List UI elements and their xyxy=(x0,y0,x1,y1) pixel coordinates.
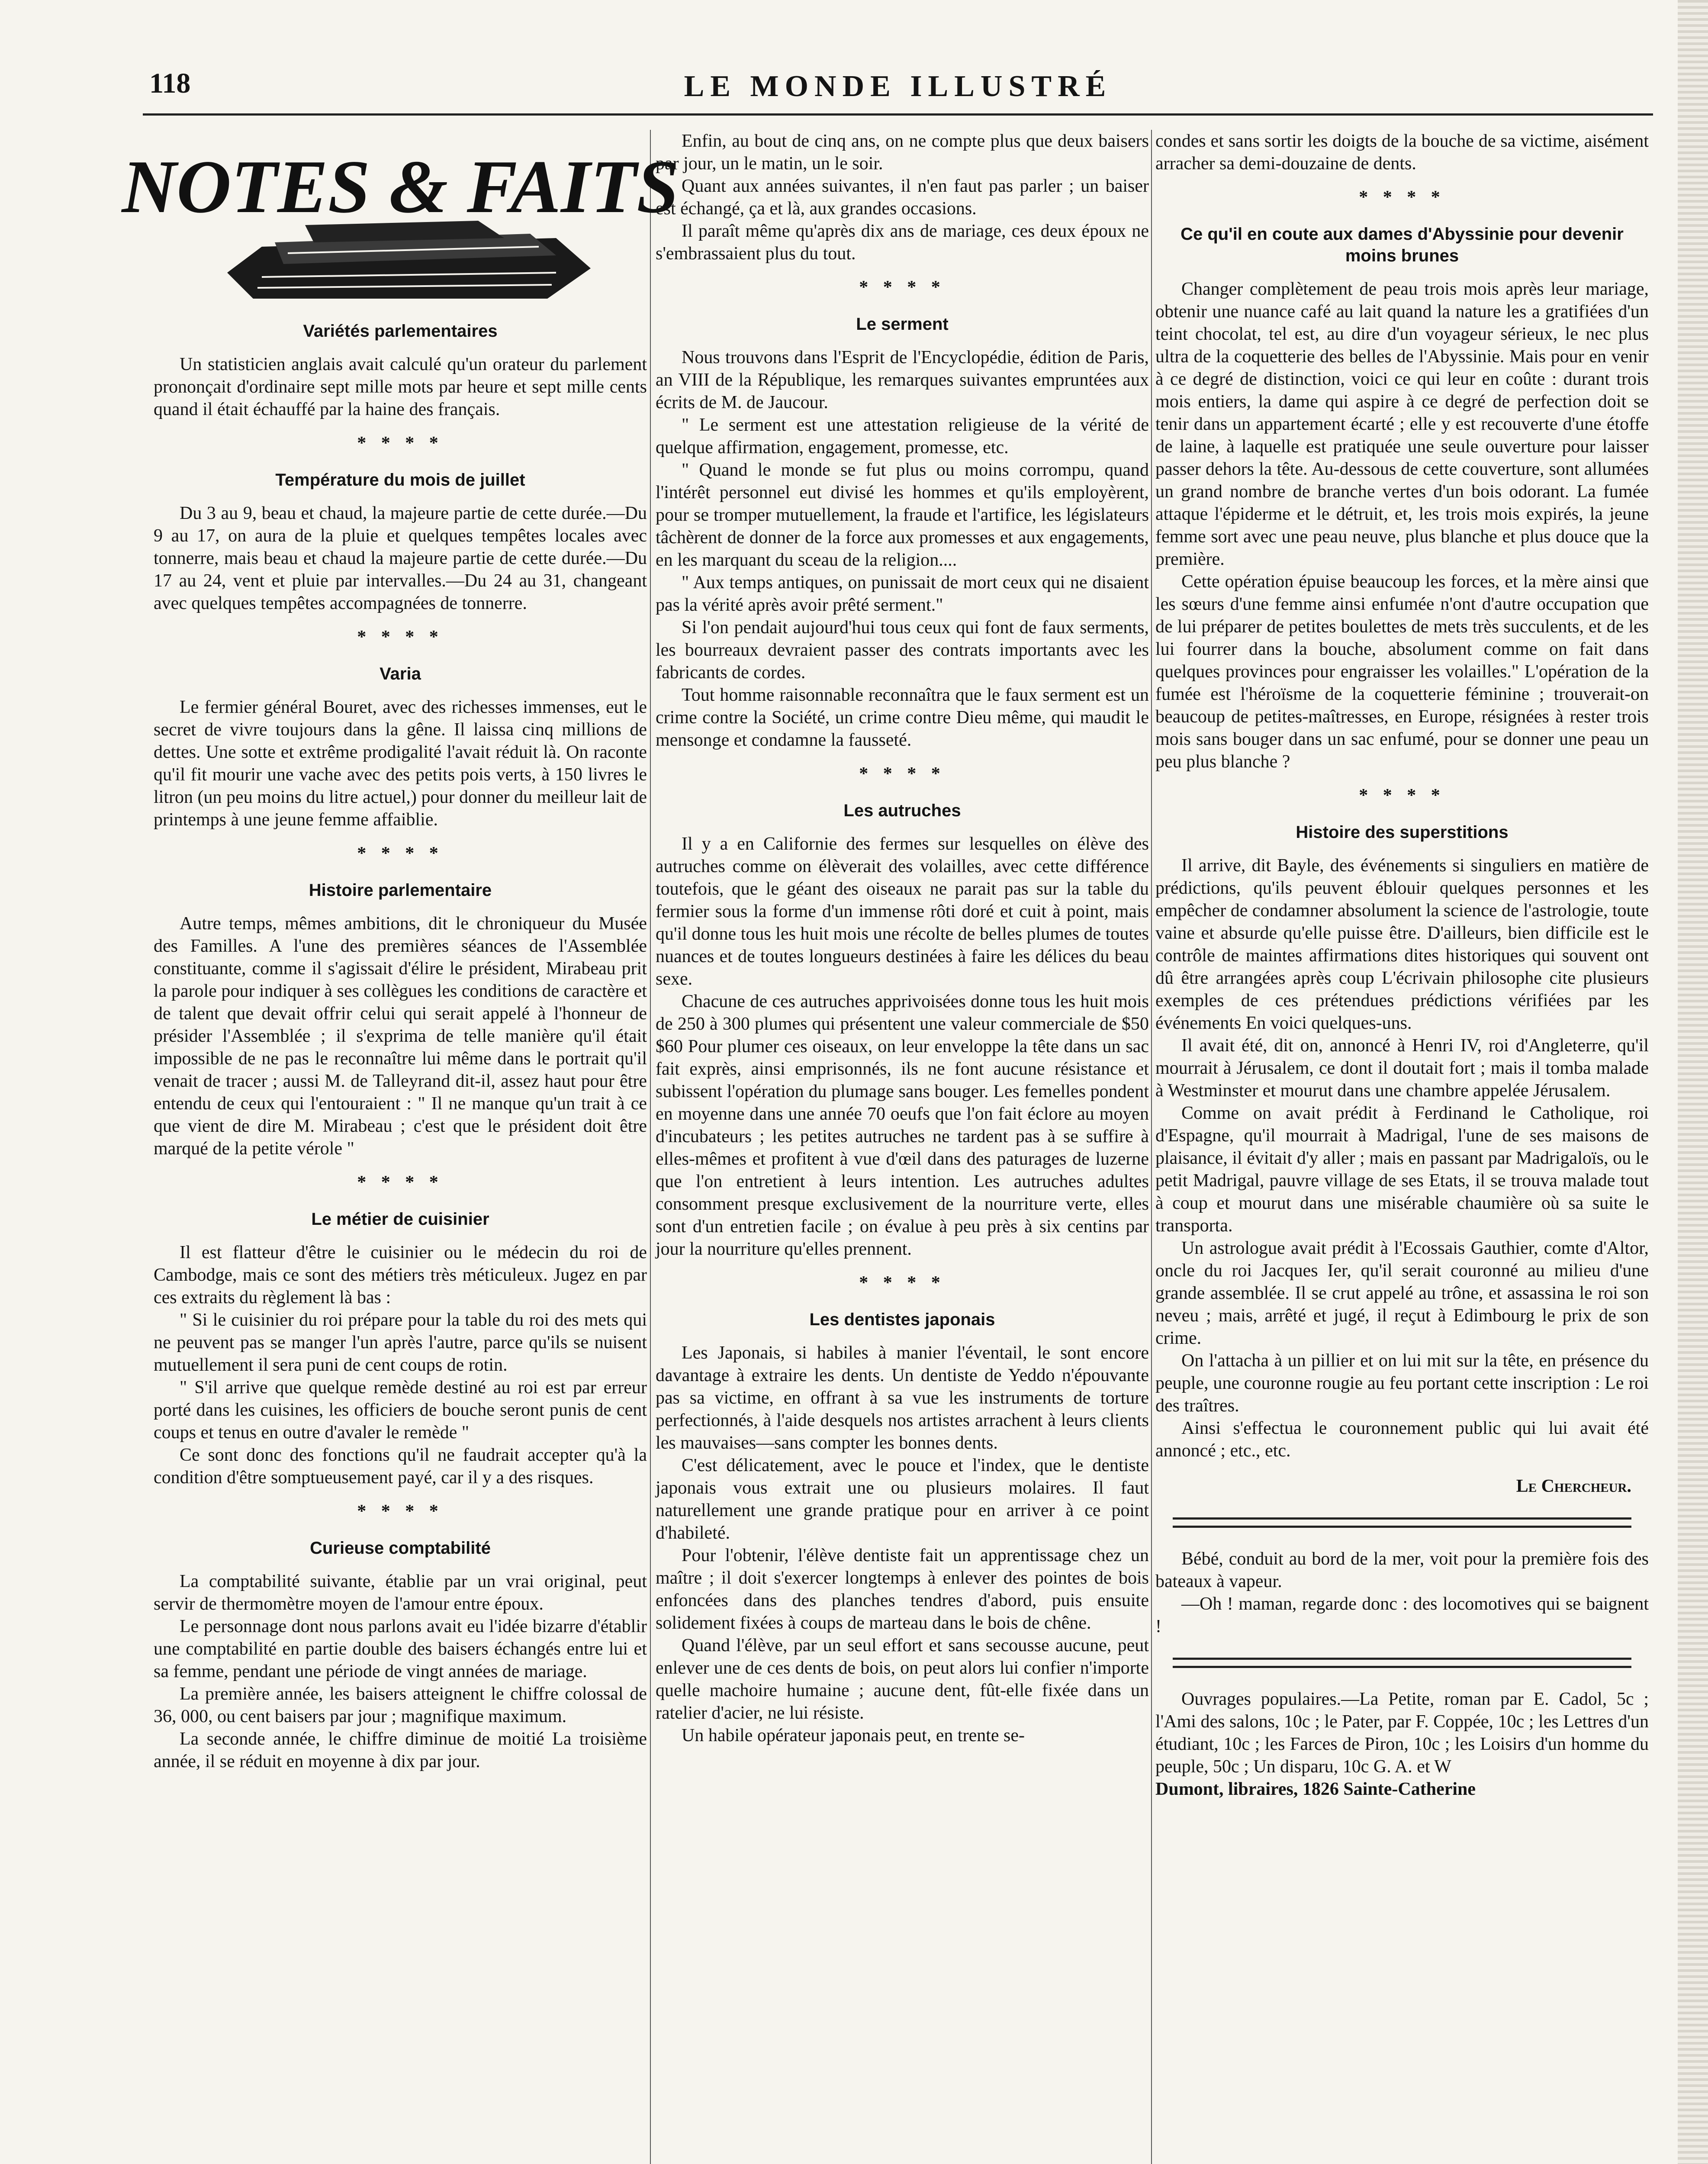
column-divider-2 xyxy=(1151,130,1152,2164)
paragraph: Il paraît même qu'après dix ans de mariage, ces deux époux ne s'embrassaient plus du tout. xyxy=(656,221,1149,264)
paragraph: —Oh ! maman, regarde donc : des locomotives qui se baignent ! xyxy=(1155,1594,1649,1636)
paragraph: La comptabilité suivante, établie par un vrai original, peut servir de thermomètre moyen de l'amour entre époux. xyxy=(154,1571,647,1614)
paragraph: Si l'on pendait aujourd'hui tous ceux qui font de faux serments, les bourreaux devraient passer des contrats importants avec les fabricants de cordes. xyxy=(656,618,1149,683)
column-3 xyxy=(1155,130,1649,2164)
paragraph: Il avait été, dit on, annoncé à Henri IV, roi d'Angleterre, qu'il mourrait à Jérusalem, ce dont il doutait fort ; mais il tomba malade à Westminster et mourut dans une chambre appelée Jérusalem. xyxy=(1155,1036,1649,1101)
heading-temperature: Température du mois de juillet xyxy=(275,470,525,489)
heading-le-serment: Le serment xyxy=(856,315,949,334)
paragraph: Bébé, conduit au bord de la mer, voit pour la première fois des bateaux à vapeur. xyxy=(1155,1549,1649,1591)
paragraph: condes et sans sortir les doigts de la bouche de sa victime, aisément arracher sa demi-douzaine de dents. xyxy=(1155,131,1649,174)
double-rule xyxy=(1173,1517,1631,1528)
section-separator: * * * * xyxy=(1359,187,1445,207)
paragraph: " Si le cuisinier du roi prépare pour la table du roi des mets qui ne peuvent pas se manger l'un après l'autre, parce qu'ils se nuisent mutuellement il sera puni de cent coups de rotin. xyxy=(154,1310,647,1375)
heading-les-autruches: Les autruches xyxy=(843,801,961,820)
paragraph: Il est flatteur d'être le cuisinier ou le médecin du roi de Cambodge, mais ce sont des métiers très méticuleux. Jugez en par ces extraits du règlement là bas : xyxy=(154,1243,647,1307)
heading-curieuse-comptabilite: Curieuse comptabilité xyxy=(310,1539,491,1558)
heading-superstitions: Histoire des superstitions xyxy=(1296,823,1509,842)
page-edge-shadow xyxy=(1678,0,1708,2164)
heading-dentistes-japonais: Les dentistes japonais xyxy=(809,1310,995,1329)
masthead-title: LE MONDE ILLUSTRÉ xyxy=(684,70,1112,103)
heading-metier-cuisinier: Le métier de cuisinier xyxy=(311,1210,489,1229)
section-separator: * * * * xyxy=(859,277,946,297)
paragraph: Ainsi s'effectua le couronnement public qui lui avait été annoncé ; etc., etc. xyxy=(1155,1418,1649,1461)
paragraph: Tout homme raisonnable reconnaîtra que le faux serment est un crime contre la Société, un crime contre Dieu même, qui maudit le mensonge et condamne la fausseté. xyxy=(656,685,1149,750)
section-separator: * * * * xyxy=(357,433,444,453)
section-separator: * * * * xyxy=(357,1172,444,1192)
double-rule xyxy=(1173,1658,1631,1668)
paragraph: Ce sont donc des fonctions qu'il ne faudrait accepter qu'à la condition d'être somptueusement payé, car il y a des risques. xyxy=(154,1445,647,1488)
header-rule xyxy=(143,113,1653,116)
logo-lettering: NOTES & FAITS xyxy=(122,145,679,229)
section-separator: * * * * xyxy=(1359,786,1445,805)
paragraph: Chacune de ces autruches apprivoisées donne tous les huit mois de 250 à 300 plumes qui présentent une valeur commerciale de $50 $60 Pour plumer ces oiseaux, on leur enveloppe la tête dans un sac fait exprès, ainsi emprisonnés, ils ne font aucune résistance et subissent l'opération du plumage sans bouger. Les femelles pondent en moyenne dans une année 70 oeufs que l'on fait éclore au moyen d'incubateurs ; les petites autruches ne tardent pas à se suffire à elles-mêmes et profitent à vue d'œil dans des paturages de luzerne que l'on entretient à leurs intention. Les autruches adultes consomment presque exclusivement de la nourriture verte, elles sont d'un entretien facile ; on évalue à peu près à six centins par jour la nourriture qu'elles prennent. xyxy=(656,992,1149,1259)
heading-dames-abyssinie: Ce qu'il en coute aux dames d'Abyssinie pour devenir moins brunes xyxy=(1180,225,1624,265)
heading-varietes: Variétés parlementaires xyxy=(303,322,498,341)
paragraph: Les Japonais, si habiles à manier l'éventail, le sont encore davantage à extraire les dents. Un dentiste de Yeddo n'épouvante pas sa victime, en offrant à sa vue les instruments de torture perfectionnés, à l'aide desquels nos artistes arrachent à leurs clients les mauvaises—sans compter les bonnes dents. xyxy=(656,1343,1149,1453)
paragraph: Autre temps, mêmes ambitions, dit le chroniqueur du Musée des Familles. A l'une des premières séances de l'Assemblée constituante, comme il s'agissait d'élire le président, Mirabeau prit la parole pour indiquer à ses collègues les conditions de caractère et de talent que devait offrir celui qui serait appelé à l'honneur de présider l'Assemblée ; il s'exprima de telle manière qu'il était impossible de ne pas le reconnaître lui même dans le portrait qu'il venait de tracer ; aussi M. de Talleyrand dit-il, assez haut pour être entendu de ceux qui l'entouraient : " Il ne manque qu'un trait à ce que vient de dire M. Mirabeau ; c'est que le président doit être marqué de la petite vérole " xyxy=(154,914,647,1159)
paragraph: Pour l'obtenir, l'élève dentiste fait un apprentissage chez un maître ; il doit s'exercer longtemps à enlever des pointes de bois enfoncées dans des planches tendres d'abord, puis ensuite solidement fixées à coups de marteau dans le bois de chêne. xyxy=(656,1546,1149,1633)
paragraph: " S'il arrive que quelque remède destiné au roi est par erreur porté dans les cuisines, les officiers de bouche seront punis de cent coups et tenus en outre d'avaler le remède " xyxy=(154,1378,647,1443)
section-separator: * * * * xyxy=(357,844,444,863)
paragraph: La seconde année, le chiffre diminue de moitié La troisième année, il se réduit en moyenne à dix par jour. xyxy=(154,1729,647,1771)
paragraph: Enfin, au bout de cinq ans, on ne compte plus que deux baisers par jour, un le matin, un le soir. xyxy=(656,131,1149,174)
paragraph: Le fermier général Bouret, avec des richesses immenses, eut le secret de vivre toujours dans la gêne. Il laissa cinq millions de dettes. Une sotte et extrême prodigalité l'avait réduit là. On raconte qu'il fit mourir une vache avec des petits pois verts, à 150 livres le litron (un peu moins du litre actuel,) pour donner du meilleur lait de printemps à une jeune femme affaiblie. xyxy=(154,697,647,830)
section-separator: * * * * xyxy=(357,627,444,647)
section-separator: * * * * xyxy=(859,1273,946,1293)
paragraph: Comme on avait prédit à Ferdinand le Catholique, roi d'Espagne, qu'il mourrait à Madrigal, l'une de ses maisons de plaisance, il évitait d'y aller ; mais en passant par Madrigaloïs, ou le petit Madrigal, pauvre village de ses Etats, il se trouva malade tout à coup et mourut dans une misérable chaumière où sa suite le transporta. xyxy=(1155,1103,1649,1236)
paragraph: Un statisticien anglais avait calculé qu'un orateur du parlement prononçait d'ordinaire sept mille mots par heure et sept mille cents quand il était échauffé par la haine des français. xyxy=(154,354,647,419)
column-2 xyxy=(656,130,1149,2164)
paragraph: Quand l'élève, par un seul effort et sans secousse aucune, peut enlever une de ces dents de bois, on peut alors lui confier n'importe quelle machoire humaine ; aucune dent, fût-elle fixée dans un ratelier d'acier, ne lui résiste. xyxy=(656,1636,1149,1723)
paragraph: Il arrive, dit Bayle, des événements si singuliers en matière de prédictions, qu'ils peuvent éblouir quelques personnes et les empêcher de condamner absolument la science de l'astrologie, toute vaine et absurde qu'elle puisse être. D'ailleurs, bien difficile est le contrôle de maintes affirmations dites historiques qui souvent ont dû être arrangées après coup L'écrivain philosophe cite plusieurs exemples de ces prétendues prédictions vérifiées par les événements En voici quelques-uns. xyxy=(1155,856,1649,1033)
heading-varia: Varia xyxy=(380,664,421,683)
author-signature: Le Chercheur. xyxy=(1516,1476,1631,1496)
paragraph: On l'attacha à un pillier et on lui mit sur la tête, en présence du peuple, une couronne rougie au feu portant cette inscription : Le roi des traîtres. xyxy=(1155,1351,1649,1416)
column-divider-1 xyxy=(650,130,651,2164)
paragraph: " Aux temps antiques, on punissait de mort ceux qui ne disaient pas la vérité après avoir prêté serment." xyxy=(656,573,1149,615)
paragraph: Cette opération épuise beaucoup les forces, et la mère ainsi que les sœurs d'une femme ainsi enfumée n'ont d'autre occupation que de lui préparer de petites boulettes de mets très succulents, et de les lui fourrer dans la bouche, absolument comme on fait dans quelques provinces pour engraisser les volailles." L'opération de la fumée est l'héroïsme de la coquetterie féminine ; trouverait-on beaucoup de petites-maîtresses, en Europe, résignées à rester trois mois sans bouger dans un sac enfumé, pour se donner une peau un peu plus blanche ? xyxy=(1155,572,1649,772)
paragraph: Il y a en Californie des fermes sur lesquelles on élève des autruches comme on élèverait des volailles, avec cette différence toutefois, que le géant des oiseaux ne parait pas sur la table du fermier sous la forme d'un immense rôti doré et cuit à point, mais qu'il donne tous les huit mois une récolte de belles plumes de toutes nuances et de toutes longueurs destinées à faire les délices du beau sexe. xyxy=(656,834,1149,989)
paragraph: Changer complètement de peau trois mois après leur mariage, obtenir une nuance café au lait quand la nature les a gratifiées d'un teint chocolat, tel est, au dire d'un voyageur sérieux, le nec plus ultra de la coquetterie des belles de l'Abyssinie. Mais pour en venir à ce degré de distinction, voici ce qui leur en coûte : durant trois mois entiers, la dame qui aspire à ce degré de perfection doit se tenir dans un appartement écarté ; elle y est recouverte d'une étoffe de laine, à laquelle est pratiquée une seule ouverture pour laisser passer dehors la tête. Au-dessous de cette couverture, sont allumées un grand nombre de branche vertes d'un bois odorant. La fumée attaque l'épiderme et le détruit, et, les trois mois expirés, la jeune femme sort avec une peau neuve, plus blanche et plus douce que la première. xyxy=(1155,279,1649,569)
paragraph: Quant aux années suivantes, il n'en faut pas parler ; un baiser est échangé, ça et là, aux grandes occasions. xyxy=(656,176,1149,219)
section-separator: * * * * xyxy=(357,1501,444,1521)
advertisement-publisher: Dumont, libraires, 1826 Sainte-Catherine xyxy=(1155,1779,1476,1799)
paragraph: Le personnage dont nous parlons avait eu l'idée bizarre d'établir une comptabilité en partie double des baisers échangés entre lui et sa femme, pendant une période de vingt années de mariage. xyxy=(154,1617,647,1681)
heading-histoire-parlementaire: Histoire parlementaire xyxy=(309,881,492,900)
notes-faits-logo xyxy=(122,138,679,303)
paragraph: C'est délicatement, avec le pouce et l'index, que le dentiste japonais vous extrait une ou plusieurs molaires. Il faut naturellement une grande pratique pour en arriver à ce point d'habileté. xyxy=(656,1456,1149,1543)
advertisement: Ouvrages populaires.—La Petite, roman par E. Cadol, 5c ; l'Ami des salons, 10c ; le Pater, par F. Coppée, 10c ; les Lettres d'un étudiant, 10c ; les Farces de Piron, 10c ; les Loisirs d'un homme du peuple, 50c ; Un disparu, 10c G. A. et W xyxy=(1155,1689,1649,1777)
section-separator: * * * * xyxy=(859,764,946,784)
column-1 xyxy=(122,130,679,2164)
paragraph: Un astrologue avait prédit à l'Ecossais Gauthier, comte d'Altor, oncle du roi Jacques Ier, qu'il serait couronné au milieu d'une grande assemblée. Il se crut appelé au trône, et assassina le roi son neveu ; mais, arrêté et jugé, il reçut à Edimbourg le prix de son crime. xyxy=(1155,1238,1649,1348)
paragraph: La première année, les baisers atteignent le chiffre colossal de 36, 000, ou cent baisers par jour ; magnifique maximum. xyxy=(154,1684,647,1726)
paragraph: Du 3 au 9, beau et chaud, la majeure partie de cette durée.—Du 9 au 17, on aura de la pluie et quelques tempêtes locales avec tonnerre, mais beau et chaud la majeure partie de cette durée.—Du 17 au 24, vent et pluie par intervalles.—Du 24 au 31, changeant avec quelques tempêtes accompagnées de tonnerre. xyxy=(154,503,647,613)
paragraph: Nous trouvons dans l'Esprit de l'Encyclopédie, édition de Paris, an VIII de la République, les remarques suivantes empruntées aux écrits de M. de Jaucour. xyxy=(656,348,1149,412)
paragraph: " Le serment est une attestation religieuse de la vérité de quelque affirmation, engagement, promesse, etc. xyxy=(656,415,1149,457)
paragraph: Un habile opérateur japonais peut, en trente se- xyxy=(682,1726,1025,1745)
page-number: 118 xyxy=(149,68,191,99)
page-header xyxy=(143,65,1653,113)
paragraph: " Quand le monde se fut plus ou moins corrompu, quand l'intérêt personnel eut divisé les hommes et qu'ils employèrent, pour se tromper mutuellement, la fraude et l'artifice, les législateurs tâchèrent de donner de la force aux promesses et aux engagements, en les marquant du sceau de la religion.... xyxy=(656,460,1149,570)
